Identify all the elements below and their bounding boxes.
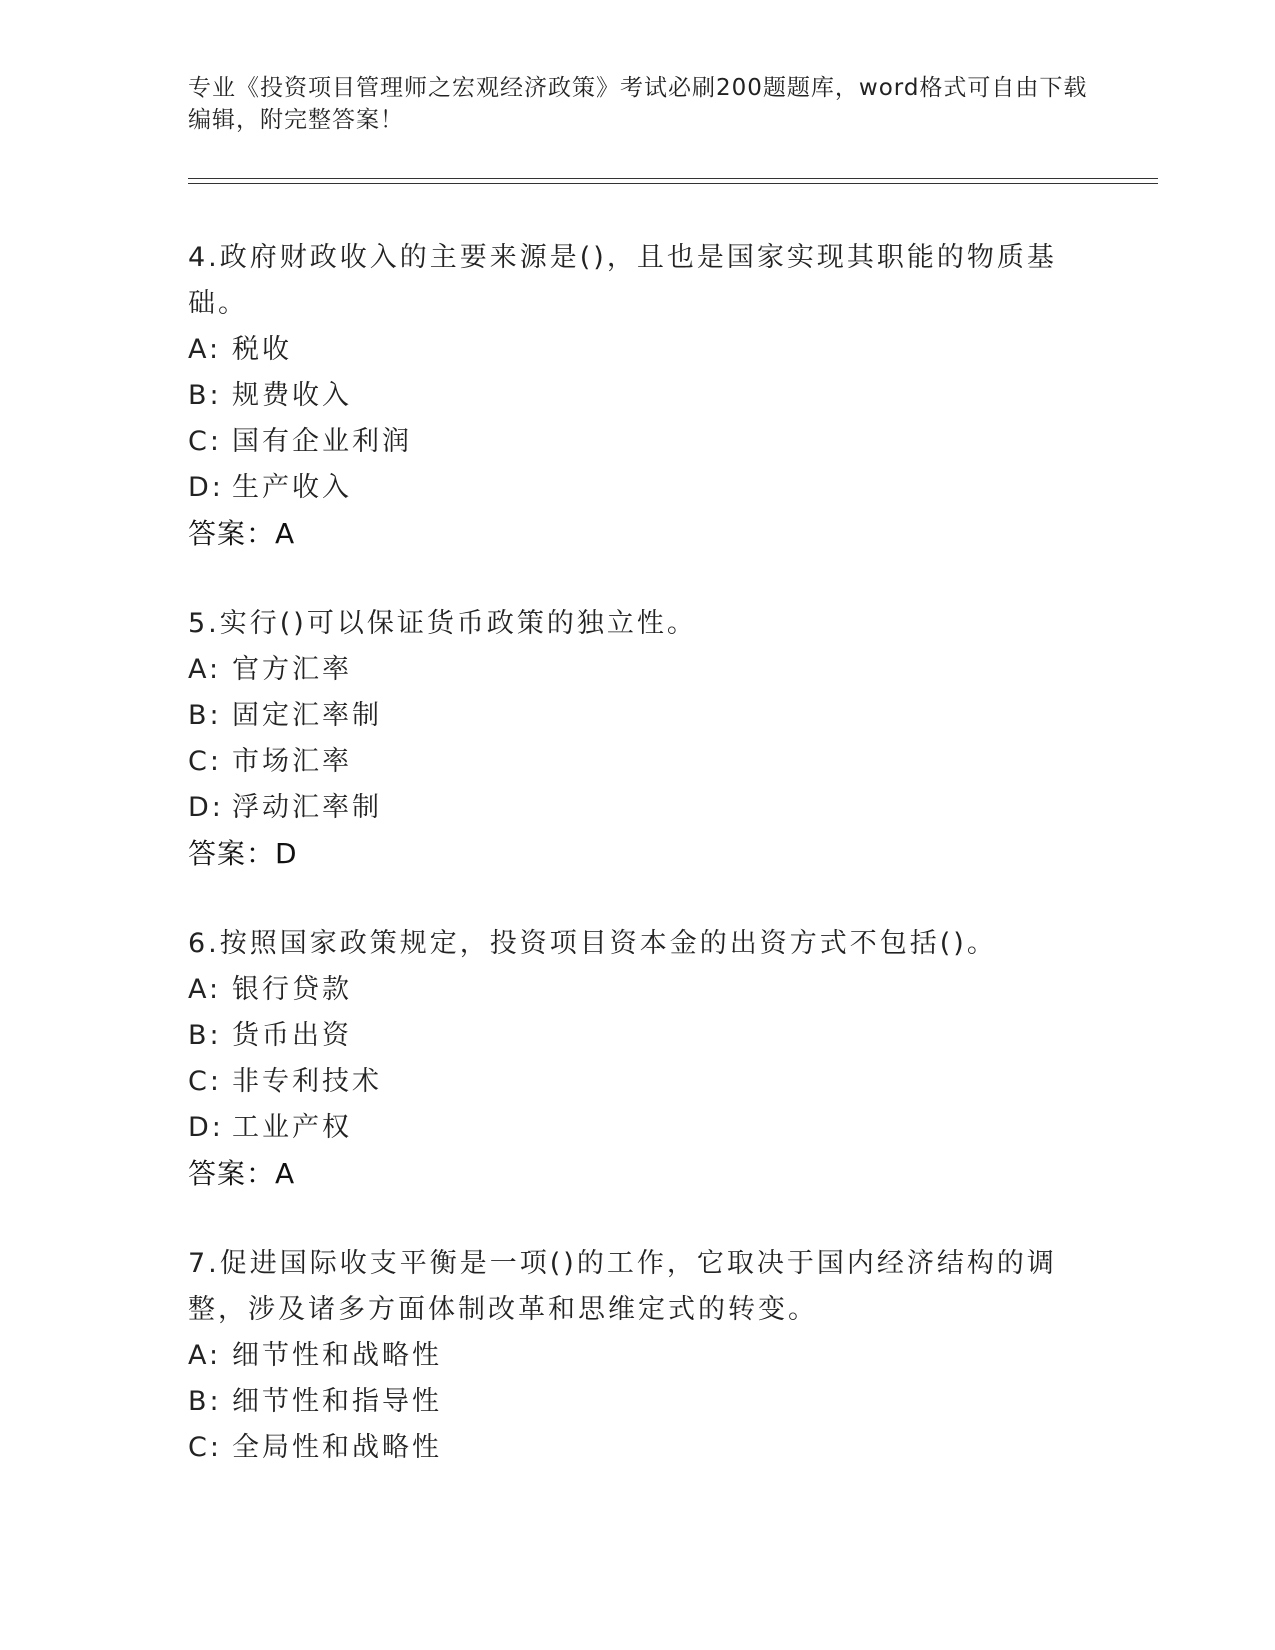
option-letter: A: <box>188 334 222 365</box>
option-letter: B: <box>188 380 222 411</box>
option-text: 国有企业利润 <box>232 426 412 457</box>
option-b <box>188 1379 1088 1425</box>
option-text: 浮动汇率制 <box>232 792 382 823</box>
option-letter: D: <box>188 1112 224 1143</box>
option-letter: B: <box>188 700 222 731</box>
option-a <box>188 967 1088 1013</box>
option-text: 银行贷款 <box>232 974 352 1005</box>
option-text: 非专利技术 <box>232 1066 382 1097</box>
option-text: 细节性和战略性 <box>232 1340 442 1371</box>
option-letter: D: <box>188 792 224 823</box>
option-c <box>188 739 1088 785</box>
option-letter: A: <box>188 974 222 1005</box>
option-text: 税收 <box>232 334 292 365</box>
option-text: 市场汇率 <box>232 746 352 777</box>
option-a <box>188 327 1088 373</box>
document-header: 专业《投资项目管理师之宏观经济政策》考试必刷200题题库，word格式可自由下载编辑，附完整答案！ <box>188 75 1088 133</box>
question-7 <box>188 1241 1088 1471</box>
option-letter: C: <box>188 1066 222 1097</box>
question-6 <box>188 921 1088 1197</box>
option-text: 规费收入 <box>232 380 352 411</box>
question-stem: 7.促进国际收支平衡是一项()的工作，它取决于国内经济结构的调整，涉及诸多方面体制改革和思维定式的转变。 <box>188 1248 1057 1325</box>
option-text: 官方汇率 <box>232 654 352 685</box>
option-a <box>188 647 1088 693</box>
option-b <box>188 1013 1088 1059</box>
option-d <box>188 1105 1088 1151</box>
question-stem: 6.按照国家政策规定，投资项目资本金的出资方式不包括()。 <box>188 928 997 959</box>
question-5 <box>188 601 1088 877</box>
option-text: 货币出资 <box>232 1020 352 1051</box>
option-text: 细节性和指导性 <box>232 1386 442 1417</box>
option-text: 固定汇率制 <box>232 700 382 731</box>
option-b <box>188 693 1088 739</box>
option-letter: C: <box>188 1432 222 1463</box>
question-4 <box>188 235 1088 557</box>
option-d <box>188 465 1088 511</box>
answer-line: 答案：D <box>188 837 298 870</box>
option-b <box>188 373 1088 419</box>
option-a <box>188 1333 1088 1379</box>
option-letter: C: <box>188 426 222 457</box>
option-c <box>188 1425 1088 1471</box>
option-letter: A: <box>188 654 222 685</box>
option-d <box>188 785 1088 831</box>
option-c <box>188 1059 1088 1105</box>
option-text: 生产收入 <box>232 472 352 503</box>
header-divider-top <box>188 178 1158 179</box>
header-divider-bottom <box>188 183 1158 184</box>
option-text: 全局性和战略性 <box>232 1432 442 1463</box>
option-letter: B: <box>188 1020 222 1051</box>
option-letter: A: <box>188 1340 222 1371</box>
answer-line: 答案：A <box>188 517 296 550</box>
option-letter: B: <box>188 1386 222 1417</box>
option-letter: D: <box>188 472 224 503</box>
question-stem: 4.政府财政收入的主要来源是()，且也是国家实现其职能的物质基础。 <box>188 242 1057 319</box>
answer-line: 答案：A <box>188 1157 296 1190</box>
option-text: 工业产权 <box>232 1112 352 1143</box>
option-c <box>188 419 1088 465</box>
option-letter: C: <box>188 746 222 777</box>
question-stem: 5.实行()可以保证货币政策的独立性。 <box>188 608 697 639</box>
